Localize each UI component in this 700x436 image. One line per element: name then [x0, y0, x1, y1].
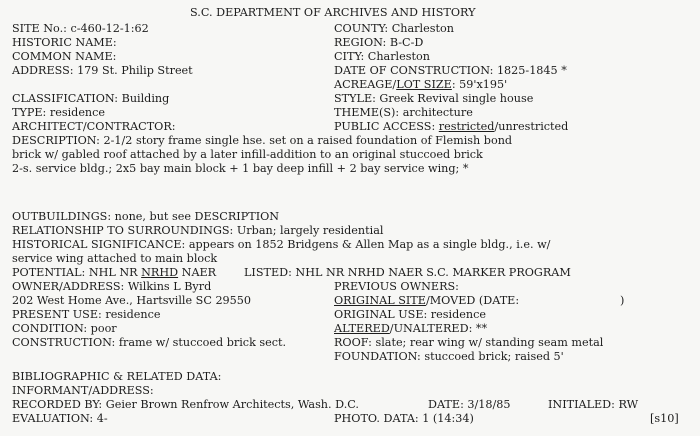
- themes: THEME(S): architecture: [334, 106, 473, 119]
- previous-owners: PREVIOUS OWNERS:: [334, 280, 459, 293]
- historical-significance-line-1: HISTORICAL SIGNIFICANCE: appears on 1852 Bridgens & Allen Map as a single bldg., i.e. w/: [12, 238, 551, 251]
- initialed: INITIALED: RW: [548, 398, 639, 411]
- historic-name: HISTORIC NAME:: [12, 36, 117, 49]
- public-access-restricted: restricted: [438, 120, 495, 133]
- potential-label: POTENTIAL: NHL NR: [12, 266, 142, 279]
- acreage-lot-size: [334, 78, 507, 91]
- potential-naer: NAER: [178, 266, 217, 279]
- original-use: ORIGINAL USE: residence: [334, 308, 486, 321]
- common-name: COMMON NAME:: [12, 50, 117, 63]
- region: REGION: B-C-D: [334, 36, 424, 49]
- acreage-label: ACREAGE/: [334, 78, 397, 91]
- relationship-to-surroundings: RELATIONSHIP TO SURROUNDINGS: Urban; largely residential: [12, 224, 384, 237]
- public-access: [334, 120, 568, 133]
- informant-address: INFORMANT/ADDRESS:: [12, 384, 154, 397]
- altered-label: ALTERED: [334, 322, 390, 335]
- potential-nrhd: NRHD: [141, 266, 179, 279]
- altered-unaltered: [334, 322, 487, 335]
- present-use: PRESENT USE: residence: [12, 308, 161, 321]
- original-site-label: ORIGINAL SITE: [334, 294, 426, 307]
- record-code: [s10]: [650, 412, 679, 425]
- lot-size-value: : 59'x195': [451, 78, 508, 91]
- owner-street-address: 202 West Home Ave., Hartsville SC 29550: [12, 294, 252, 307]
- county: COUNTY: Charleston: [334, 22, 454, 35]
- record-date: DATE: 3/18/85: [428, 398, 511, 411]
- public-access-label: PUBLIC ACCESS:: [334, 120, 439, 133]
- photo-data: PHOTO. DATA: 1 (14:34): [334, 412, 474, 425]
- owner-address: OWNER/ADDRESS: Wilkins L Byrd: [12, 280, 212, 293]
- unaltered-label: /UNALTERED: **: [389, 322, 488, 335]
- public-access-unrestricted: /unrestricted: [494, 120, 569, 133]
- moved-date-label: /MOVED (DATE:: [425, 294, 520, 307]
- description-line-3: 2-s. service bldg.; 2x5 bay main block + 1 bay deep infill + 2 bay service wing; *: [12, 162, 469, 175]
- bibliographic-data: BIBLIOGRAPHIC & RELATED DATA:: [12, 370, 222, 383]
- address: ADDRESS: 179 St. Philip Street: [12, 64, 193, 77]
- foundation: FOUNDATION: stuccoed brick; raised 5': [334, 350, 564, 363]
- type: TYPE: residence: [12, 106, 106, 119]
- historical-significance-line-2: service wing attached to main block: [12, 252, 218, 265]
- evaluation: EVALUATION: 4-: [12, 412, 108, 425]
- outbuildings: OUTBUILDINGS: none, but see DESCRIPTION: [12, 210, 280, 223]
- form-header: S.C. DEPARTMENT OF ARCHIVES AND HISTORY: [190, 6, 476, 19]
- roof: ROOF: slate; rear wing w/ standing seam metal: [334, 336, 604, 349]
- style: STYLE: Greek Revival single house: [334, 92, 534, 105]
- lot-size-label: LOT SIZE: [396, 78, 452, 91]
- description-line-1: DESCRIPTION: 2-1/2 story frame single hse. set on a raised foundation of Flemish bond: [12, 134, 513, 147]
- description-line-2: brick w/ gabled roof attached by a later infill-addition to an original stuccoed brick: [12, 148, 483, 161]
- classification: CLASSIFICATION: Building: [12, 92, 170, 105]
- recorded-by: RECORDED BY: Geier Brown Renfrow Architects, Wash. D.C.: [12, 398, 359, 411]
- listed: LISTED: NHL NR NRHD NAER S.C. MARKER PROGRAM: [244, 266, 571, 279]
- site-no: SITE No.: c-460-12-1:62: [12, 22, 149, 35]
- architect-contractor: ARCHITECT/CONTRACTOR:: [12, 120, 176, 133]
- potential: [12, 266, 216, 279]
- condition: CONDITION: poor: [12, 322, 117, 335]
- date-of-construction: DATE OF CONSTRUCTION: 1825-1845 *: [334, 64, 567, 77]
- city: CITY: Charleston: [334, 50, 430, 63]
- original-site-moved: [334, 294, 519, 307]
- moved-date-close: ): [620, 294, 625, 307]
- construction: CONSTRUCTION: frame w/ stuccoed brick sect.: [12, 336, 287, 349]
